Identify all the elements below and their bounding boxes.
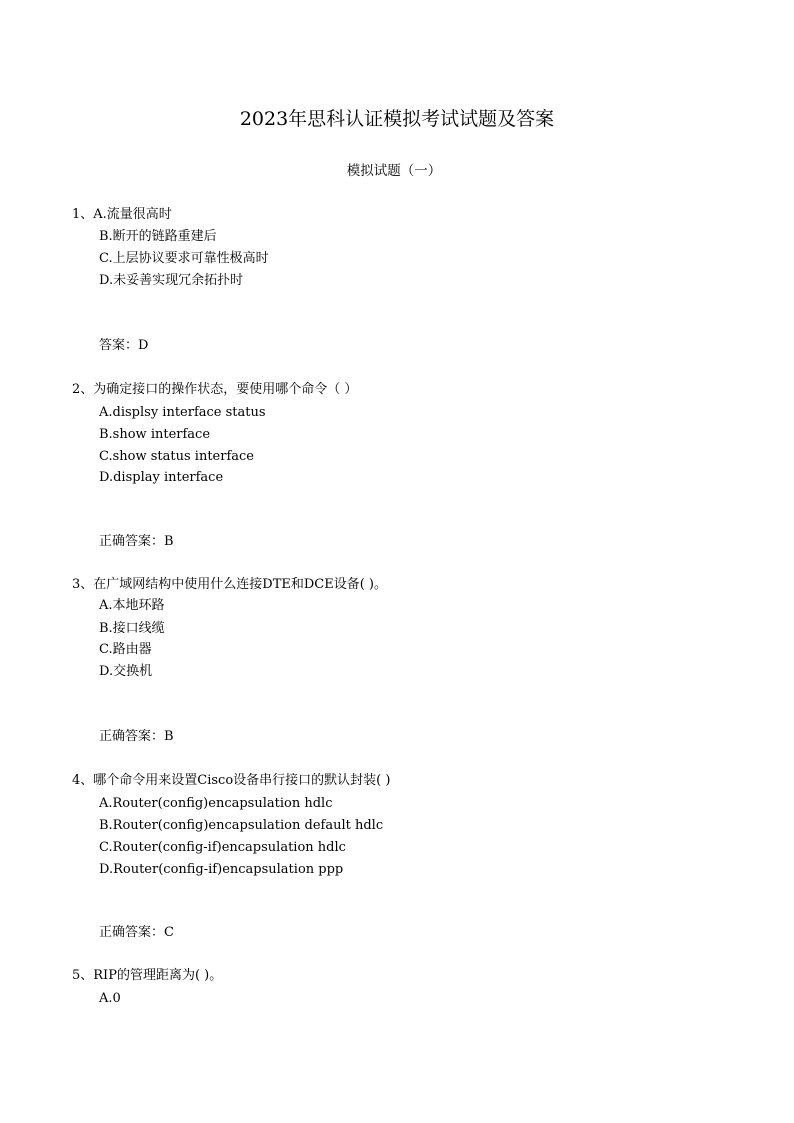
question-1-option-b: B.断开的链路重建后 bbox=[99, 229, 217, 244]
question-4-option-a: A.Router(config)encapsulation hdlc bbox=[99, 796, 333, 811]
question-1-answer: 答案：D bbox=[99, 338, 149, 353]
question-3-answer: 正确答案：B bbox=[99, 729, 174, 744]
question-3-option-a: A.本地环路 bbox=[99, 598, 165, 613]
question-1-option-d: D.未妥善实现冗余拓扑时 bbox=[99, 273, 244, 288]
document-title: 2023年思科认证模拟考试试题及答案 bbox=[239, 108, 555, 130]
question-3-stem: 3、在广域网结构中使用什么连接DTE和DCE设备( )。 bbox=[72, 577, 387, 592]
question-2-option-b: B.show interface bbox=[99, 427, 211, 442]
question-5-option-a: A.0 bbox=[99, 991, 121, 1006]
question-2-option-a: A.displsy interface status bbox=[99, 405, 266, 420]
question-2-option-d: D.display interface bbox=[99, 470, 224, 485]
question-4-answer: 正确答案：C bbox=[99, 925, 174, 940]
question-2-stem: 2、为确定接口的操作状态，要使用哪个命令（ ） bbox=[72, 382, 358, 397]
question-3-option-c: C.路由器 bbox=[99, 642, 152, 657]
question-4-stem: 4、哪个命令用来设置Cisco设备串行接口的默认封装( ) bbox=[72, 773, 391, 788]
question-4-option-b: B.Router(config)encapsulation default hdlc bbox=[99, 818, 384, 833]
question-2-answer: 正确答案：B bbox=[99, 534, 174, 549]
question-3-option-d: D.交换机 bbox=[99, 664, 153, 679]
document-subtitle: 模拟试题（一） bbox=[346, 163, 442, 179]
question-3-option-b: B.接口线缆 bbox=[99, 621, 165, 636]
question-4-option-c: C.Router(config-if)encapsulation hdlc bbox=[99, 840, 346, 855]
question-1-stem: 1、A.流量很高时 bbox=[72, 207, 172, 222]
question-2-option-c: C.show status interface bbox=[99, 449, 254, 464]
question-5-stem: 5、RIP的管理距离为( )。 bbox=[72, 968, 223, 983]
question-1-option-c: C.上层协议要求可靠性极高时 bbox=[99, 251, 269, 266]
question-4-option-d: D.Router(config-if)encapsulation ppp bbox=[99, 862, 344, 877]
